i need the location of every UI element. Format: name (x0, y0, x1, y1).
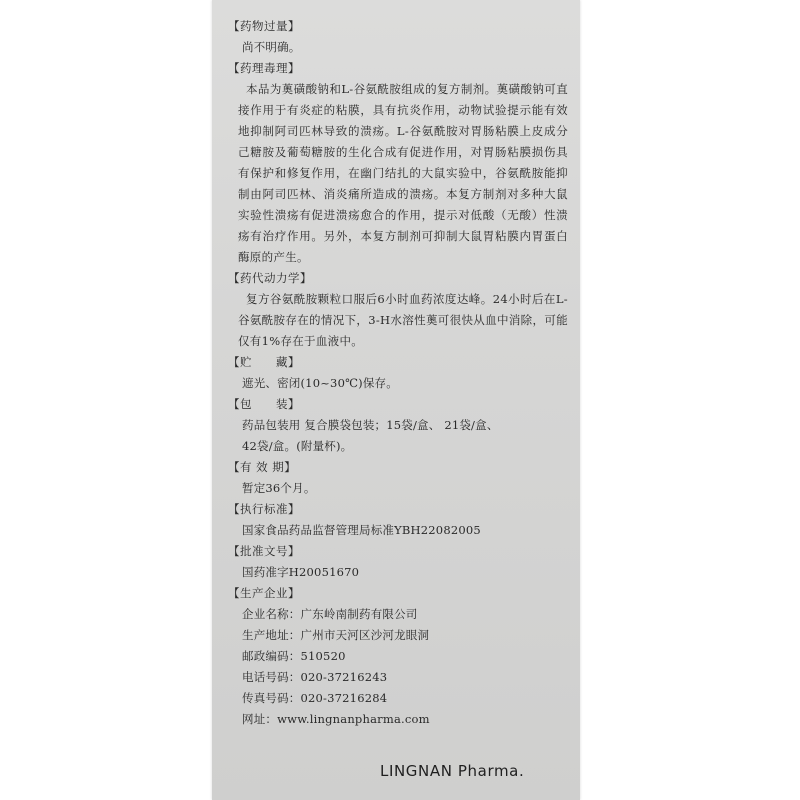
company-fax-row (228, 688, 568, 709)
company-phone-value: 020-37216243 (300, 670, 388, 684)
section-title-storage: 【贮 藏】 (228, 355, 300, 369)
company-address-row (228, 625, 568, 646)
section-title-validity: 【有 效 期】 (228, 460, 297, 474)
section-text-packaging-line1: 药品包装用 复合膜袋包装；15袋/盒、 21袋/盒、 (242, 418, 499, 432)
section-text-packaging-line2: 42袋/盒。(附量杯)。 (242, 439, 353, 453)
section-text-pharmacology: 本品为薁磺酸钠和L-谷氨酰胺组成的复方制剂。薁磺酸钠可直接作用于有炎症的粘膜，具有抗炎作用，动物试验提示能有效地抑制阿司匹林导致的溃疡。L-谷氨酰胺对胃肠粘膜上皮成分己糖胺及葡萄糖胺的生化合成有促进作用，对胃肠粘膜损伤具有保护和修复作用，在幽门结扎的大鼠实验中，谷氨酰胺能抑制由阿司匹林、消炎痛所造成的溃疡。本复方制剂对多种大鼠实验性溃疡有促进溃疡愈合的作用，提示对低酸（无酸）性溃疡有治疗作用。另外，本复方制剂可抑制大鼠胃粘膜内胃蛋白酶原的产生。 (238, 82, 568, 264)
company-address-key: 生产地址： (242, 628, 301, 642)
section-title-manufacturer: 【生产企业】 (228, 586, 300, 600)
company-phone-key: 电话号码： (242, 670, 301, 684)
section-title-packaging: 【包 装】 (228, 397, 300, 411)
company-website-key: 网址： (242, 712, 278, 726)
section-text-standard: 国家食品药品监督管理局标准YBH22082005 (242, 523, 481, 537)
section-text-validity: 暂定36个月。 (242, 481, 316, 495)
company-postcode-value: 510520 (300, 649, 346, 663)
section-text-approval: 国药准字H20051670 (242, 565, 360, 579)
company-name-value: 广东岭南制药有限公司 (300, 607, 418, 621)
section-text-storage: 遮光、密闭(10~30℃)保存。 (242, 376, 398, 390)
company-website-row (228, 709, 568, 730)
section-text-overdose: 尚不明确。 (242, 40, 301, 54)
company-postcode-row (228, 646, 568, 667)
section-title-pharmacokinetics: 【药代动力学】 (228, 271, 312, 285)
company-name-key: 企业名称： (242, 607, 301, 621)
insert-content (228, 16, 568, 730)
section-title-overdose: 【药物过量】 (228, 19, 300, 33)
company-address-value: 广州市天河区沙河龙眼洞 (300, 628, 430, 642)
section-title-pharmacology: 【药理毒理】 (228, 61, 300, 75)
package-insert-leaflet (212, 0, 580, 800)
company-website-value: www.lingnanpharma.com (277, 712, 430, 726)
company-name-row (228, 604, 568, 625)
company-phone-row (228, 667, 568, 688)
brand-logo-text: LINGNAN Pharma. (380, 762, 525, 780)
section-title-standard: 【执行标准】 (228, 502, 300, 516)
company-postcode-key: 邮政编码： (242, 649, 301, 663)
company-fax-value: 020-37216284 (300, 691, 388, 705)
company-fax-key: 传真号码： (242, 691, 301, 705)
section-text-pharmacokinetics: 复方谷氨酰胺颗粒口服后6小时血药浓度达峰。24小时后在L-谷氨酰胺存在的情况下，3-H水溶性薁可很快从血中消除，可能仅有1%存在于血液中。 (238, 292, 568, 348)
section-title-approval: 【批准文号】 (228, 544, 300, 558)
